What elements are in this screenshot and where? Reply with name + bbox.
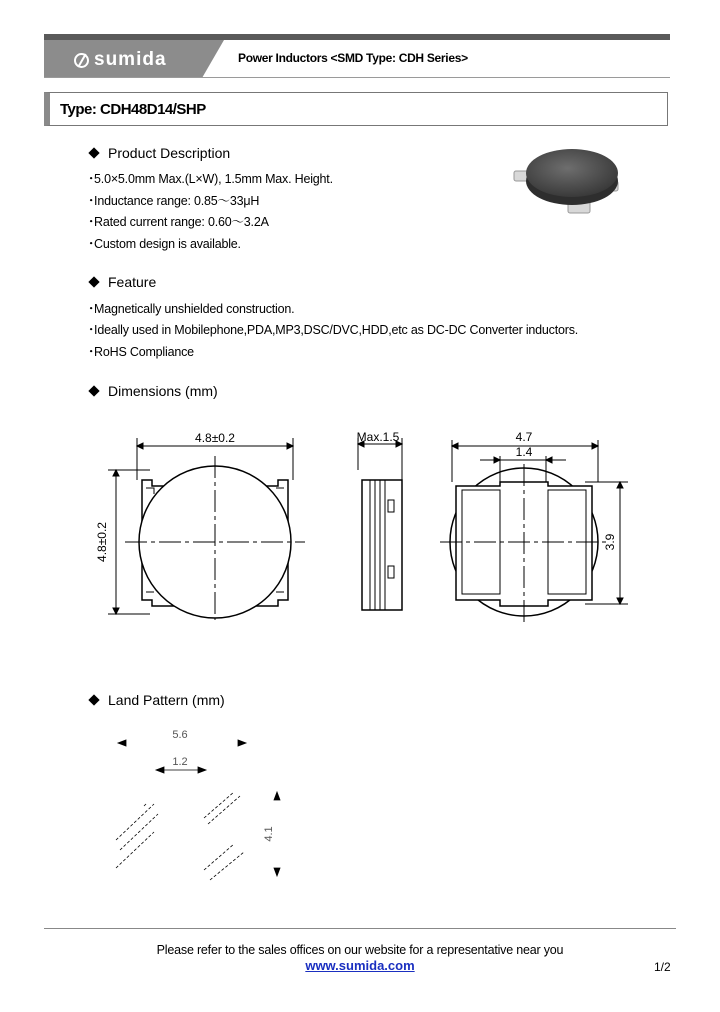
feature-item: ･RoHS Compliance (88, 345, 194, 359)
page-header (44, 40, 670, 78)
dimensions-drawing (80, 420, 640, 630)
product-photo (510, 135, 630, 225)
product-description-item: ･5.0×5.0mm Max.(L×W), 1.5mm Max. Height. (88, 172, 333, 186)
sumida-logo (74, 49, 167, 71)
land-pattern-drawing (100, 720, 300, 890)
land-height-label: 4.1 (263, 826, 275, 842)
feature-title: Feature (88, 274, 156, 290)
type-label: Type: CDH48D14/SHP (60, 101, 206, 118)
land-overall-label: 5.6 (172, 729, 188, 741)
header-title: Power Inductors <SMD Type: CDH Series> (238, 51, 468, 65)
feature-item: ･Magnetically unshielded construction. (88, 302, 295, 316)
diamond-bullet-icon (88, 385, 99, 396)
land-pattern-title: Land Pattern (mm) (88, 692, 225, 708)
product-description-item: ･Rated current range: 0.60～3.2A (88, 215, 269, 229)
max-height-label: Max.1.5 (356, 430, 400, 444)
footer-rule (44, 928, 676, 929)
bottom-width-label: 4.7 (515, 430, 533, 444)
feature-item: ･Ideally used in Mobilephone,PDA,MP3,DSC/DVC,HDD,etc as DC-DC Converter inductors. (88, 323, 579, 337)
product-description-title: Product Description (88, 145, 230, 161)
bottom-gap-label: 1.4 (515, 445, 533, 459)
type-box (44, 92, 668, 126)
logo-text: sumida (94, 49, 167, 70)
diamond-bullet-icon (88, 694, 99, 705)
website-link[interactable]: www.sumida.com (305, 958, 415, 973)
page-number: 1/2 (654, 960, 671, 974)
sumida-logo-icon (74, 53, 89, 68)
footer-note: Please refer to the sales offices on our website for a representative near you (156, 943, 564, 957)
top-width-label: 4.8±0.2 (195, 431, 235, 445)
diamond-bullet-icon (88, 276, 99, 287)
land-gap-label: 1.2 (172, 756, 188, 768)
product-description-item: ･Custom design is available. (88, 237, 241, 251)
diamond-bullet-icon (88, 147, 99, 158)
side-height-label: 4.8±0.2 (95, 522, 109, 562)
bottom-height-label: 3.9 (603, 533, 617, 551)
dimensions-title: Dimensions (mm) (88, 383, 218, 399)
product-description-item: ･Inductance range: 0.85～33μH (88, 194, 260, 208)
